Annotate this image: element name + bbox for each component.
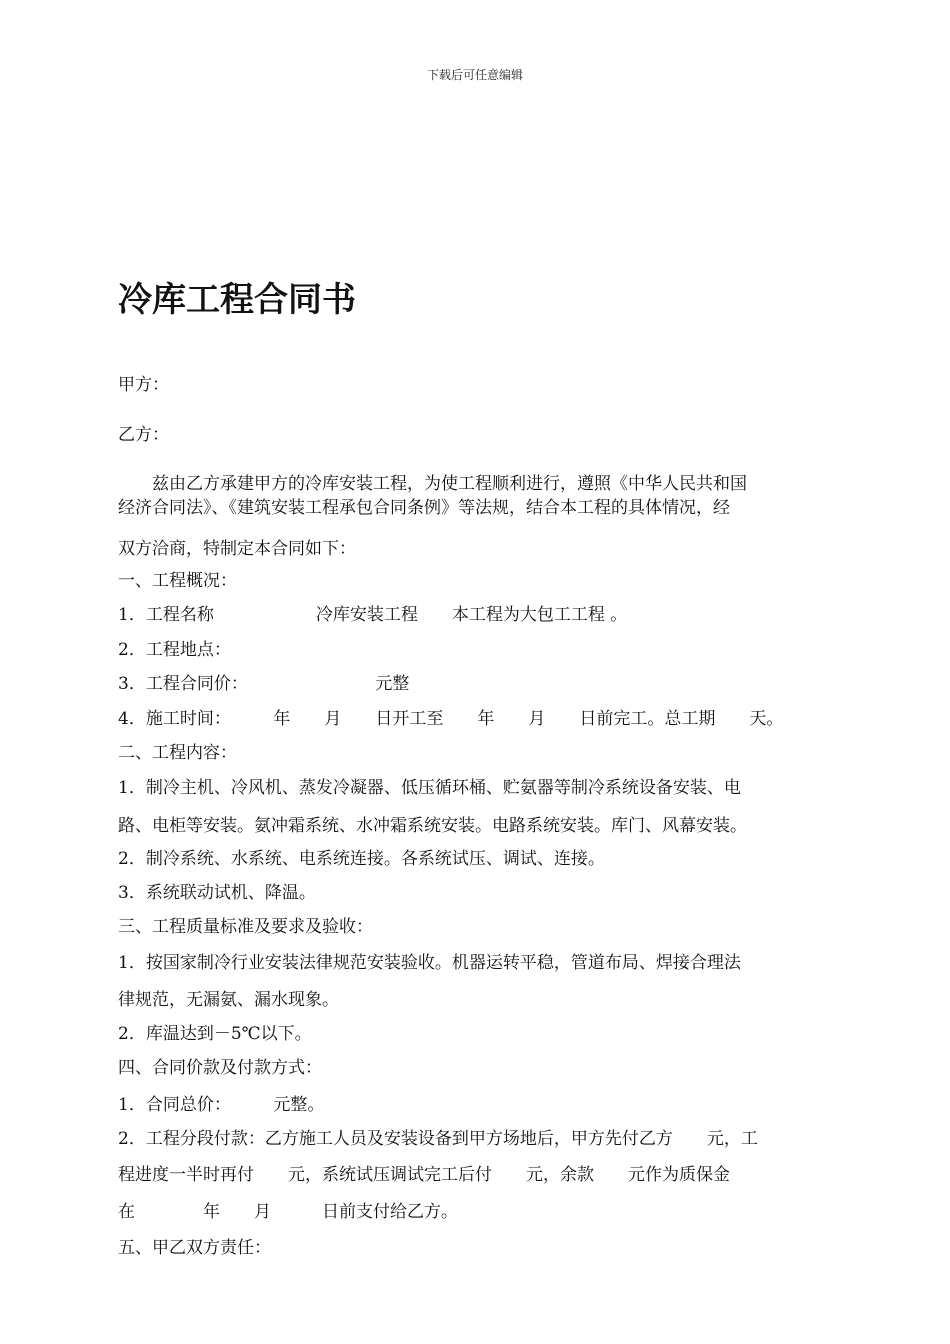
section-heading: 五、甲乙双方责任： bbox=[118, 1238, 271, 1258]
clause-line: 2．制冷系统、水系统、电系统连接。各系统试压、调试、连接。 bbox=[118, 849, 605, 869]
clause-line: 1．工程名称 冷库安装工程 本工程为大包工工程 。 bbox=[118, 605, 628, 625]
clause-line: 2．工程分段付款：乙方施工人员及安装设备到甲方场地后，甲方先付乙方 元，工 bbox=[118, 1129, 758, 1149]
section-heading: 三、工程质量标准及要求及验收： bbox=[118, 917, 373, 937]
preamble-line: 经济合同法》、《建筑安装工程承包合同条例》等法规，结合本工程的具体情况，经 bbox=[118, 498, 730, 518]
clause-line: 3．工程合同价： 元整 bbox=[118, 674, 410, 694]
section-heading: 一、工程概况： bbox=[118, 571, 237, 591]
document-title: 冷库工程合同书 bbox=[118, 280, 356, 320]
preamble-line: 兹由乙方承建甲方的冷库安装工程，为使工程顺利进行，遵照《中华人民共和国 bbox=[118, 474, 747, 494]
clause-line: 3．系统联动试机、降温。 bbox=[118, 883, 316, 903]
section-heading: 四、合同价款及付款方式： bbox=[118, 1058, 322, 1078]
party-b-line: 乙方： bbox=[118, 425, 169, 445]
preamble-line: 双方洽商，特制定本合同如下： bbox=[118, 539, 356, 559]
clause-line: 1．按国家制冷行业安装法律规范安装验收。机器运转平稳，管道布局、焊接合理法 bbox=[118, 953, 741, 973]
party-a-line: 甲方： bbox=[118, 375, 169, 395]
clause-line: 2．库温达到－5℃以下。 bbox=[118, 1024, 312, 1044]
clause-line: 1．制冷主机、冷风机、蒸发冷凝器、低压循环桶、贮氨器等制冷系统设备安装、电 bbox=[118, 778, 741, 798]
clause-line: 程进度一半时再付 元，系统试压调试完工后付 元，余款 元作为质保金 bbox=[118, 1165, 730, 1185]
clause-line: 在 年 月 日前支付给乙方。 bbox=[118, 1202, 458, 1222]
clause-line: 2．工程地点： bbox=[118, 640, 231, 660]
page-header-note: 下载后可任意编辑 bbox=[426, 68, 523, 82]
section-heading: 二、工程内容： bbox=[118, 743, 237, 763]
clause-line: 路、电柜等安装。氨冲霜系统、水冲霜系统安装。电路系统安装。库门、风幕安装。 bbox=[118, 816, 747, 836]
clause-line: 律规范，无漏氨、漏水现象。 bbox=[118, 990, 339, 1010]
clause-line: 4．施工时间： 年 月 日开工至 年 月 日前完工。总工期 天。 bbox=[118, 709, 784, 729]
clause-line: 1．合同总价： 元整。 bbox=[118, 1095, 325, 1115]
